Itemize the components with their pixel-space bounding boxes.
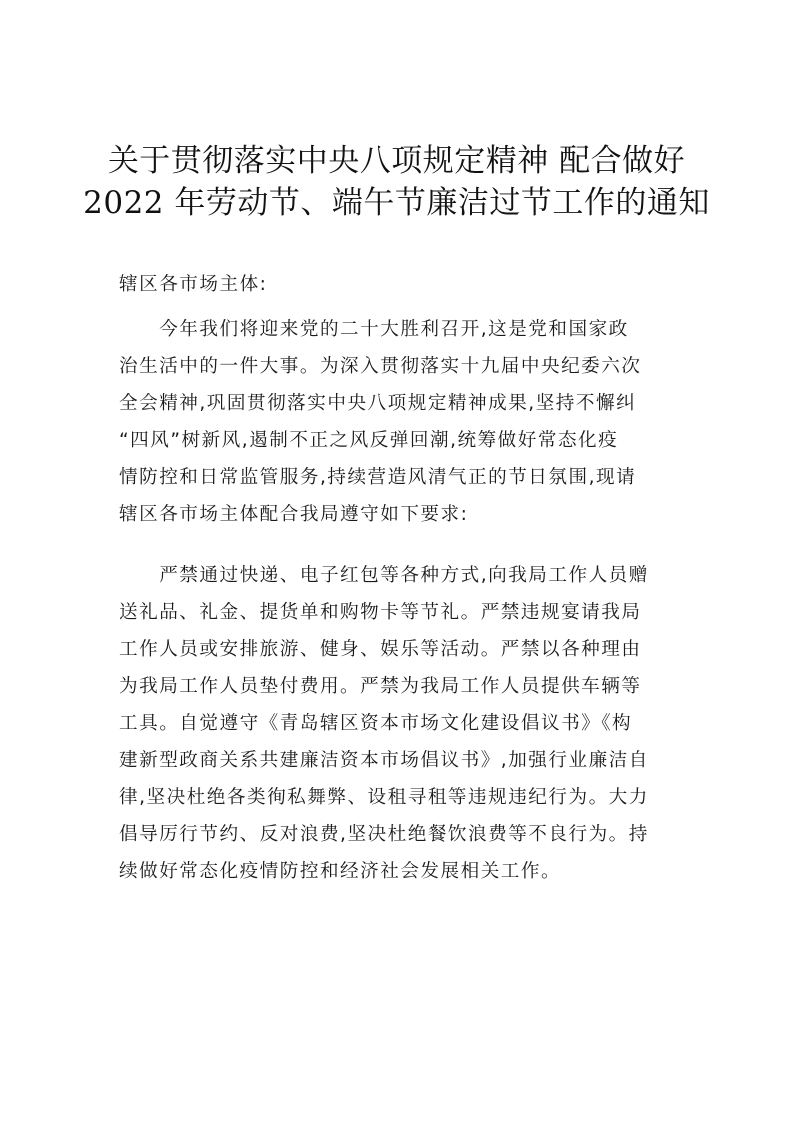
paragraph-2-line: 律,坚决杜绝各类徇私舞弊、设租寻租等违规违纪行为。大力 — [119, 787, 649, 808]
paragraph-1-line: “四风”树新风,遏制不正之风反弹回潮,统筹做好常态化疫 — [119, 430, 619, 451]
paragraph-2-line: 工作人员或安排旅游、健身、娱乐等活动。严禁以各种理由 — [119, 639, 642, 660]
paragraph-1-line: 辖区各市场主体配合我局遵守如下要求: — [119, 504, 469, 525]
salutation: 辖区各市场主体: — [119, 274, 268, 295]
document-title-line-2: 2022 年劳动节、端午节廉洁过节工作的通知 — [83, 185, 710, 221]
document-title-line-1: 关于贯彻落实中央八项规定精神 配合做好 — [107, 143, 686, 179]
paragraph-2-line: 建新型政商关系共建廉洁资本市场倡议书》,加强行业廉洁自 — [119, 750, 649, 771]
paragraph-2-line: 为我局工作人员垫付费用。严禁为我局工作人员提供车辆等 — [119, 676, 642, 697]
paragraph-2-line: 严禁通过快递、电子红包等各种方式,向我局工作人员赠 — [119, 565, 649, 586]
paragraph-2-line: 倡导厉行节约、反对浪费,坚决杜绝餐饮浪费等不良行为。持 — [119, 824, 649, 845]
paragraph-2-line: 续做好常态化疫情防控和经济社会发展相关工作。 — [119, 861, 562, 882]
paragraph-1-line: 情防控和日常监管服务,持续营造风清气正的节日氛围,现请 — [119, 467, 637, 488]
paragraph-1-line: 全会精神,巩固贯彻落实中央八项规定精神成果,坚持不懈纠 — [119, 393, 637, 414]
paragraph-1-line: 治生活中的一件大事。为深入贯彻落实十九届中央纪委六次 — [119, 356, 642, 377]
paragraph-1-line: 今年我们将迎来党的二十大胜利召开,这是党和国家政 — [119, 319, 629, 340]
paragraph-2-line: 工具。自觉遵守《青岛辖区资本市场文化建设倡议书》《构 — [119, 713, 633, 734]
paragraph-2-line: 送礼品、礼金、提货单和购物卡等节礼。严禁违规宴请我局 — [119, 602, 642, 623]
